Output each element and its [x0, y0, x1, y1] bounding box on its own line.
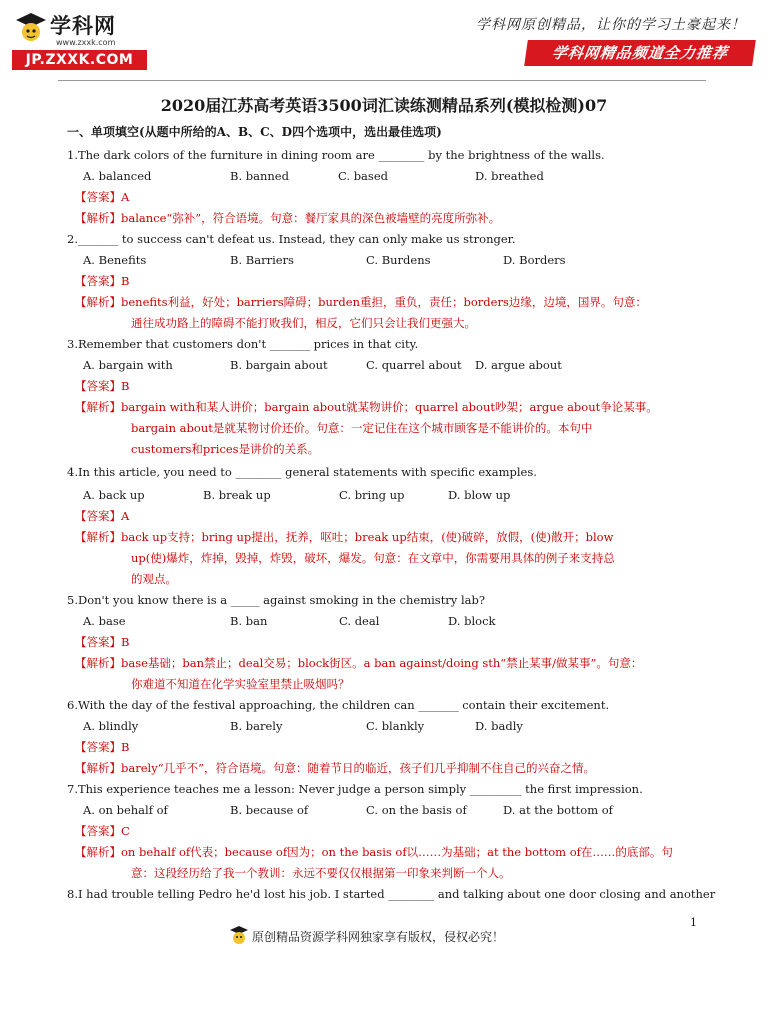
option-b: B. ban: [230, 614, 268, 628]
option-d: D. breathed: [475, 169, 544, 183]
answer-line: 【答案】B: [75, 274, 130, 288]
option-a: A. Benefits: [83, 253, 147, 267]
option-c: C. quarrel about: [366, 358, 462, 372]
explanation: [75, 653, 707, 695]
option-b: B. barely: [230, 719, 283, 733]
explanation-text: 你难道不知道在化学实验室里禁止吸烟吗？: [131, 677, 350, 691]
zxxk-logo[interactable]: [12, 8, 147, 70]
page-number: 1: [690, 916, 697, 929]
question-options: [83, 800, 707, 821]
explanation-text: bargain about是就某物讨价还价。句意：一定记住在这个城市顾客是不能讲价的。本句中: [131, 421, 593, 435]
explanation-text: customers和prices是讲价的关系。: [131, 442, 320, 456]
page-header: [0, 0, 768, 78]
explanation-text: 的观点。: [131, 572, 177, 586]
option-a: A. blindly: [83, 719, 139, 733]
option-c: C. blankly: [366, 719, 425, 733]
option-a: A. back up: [83, 488, 145, 502]
question-stem: 3.Remember that customers don't _______ prices in that city.: [67, 337, 419, 351]
explanation: [75, 292, 707, 334]
exercise-content: [67, 122, 716, 905]
answer-line: 【答案】A: [75, 509, 130, 523]
logo-text: 学科网: [50, 14, 116, 38]
option-d: D. Borders: [503, 253, 566, 267]
logo-url: www.zxxk.com: [56, 38, 116, 47]
explanation: [75, 842, 707, 884]
option-a: A. base: [83, 614, 126, 628]
answer-line: 【答案】B: [75, 379, 130, 393]
option-b: B. banned: [230, 169, 289, 183]
explanation: [75, 208, 707, 229]
option-a: A. bargain with: [83, 358, 173, 372]
header-divider: [58, 80, 706, 81]
question-options: [83, 166, 707, 187]
option-c: C. based: [338, 169, 388, 183]
question-options: [83, 716, 707, 737]
option-b: B. break up: [203, 488, 271, 502]
explanation-text: 【解析】on behalf of代表；because of因为；on the basis of以……为基础；at the bottom of在……的底部。句: [75, 845, 673, 859]
option-d: D. block: [448, 614, 496, 628]
explanation-text: 【解析】back up支持；bring up提出，抚养，呕吐；break up结束，(使)破碎，放假，(使)散开；blow: [75, 530, 614, 544]
mascot-icon: [228, 924, 250, 946]
option-c: C. bring up: [339, 488, 405, 502]
explanation-text: 【解析】benefits利益，好处；barriers障碍；burden重担，重负，责任；borders边缘，边境，国界。句意：: [75, 295, 647, 309]
answer-line: 【答案】B: [75, 740, 130, 754]
option-c: C. deal: [339, 614, 380, 628]
question-options: [83, 250, 707, 271]
answer-line: 【答案】A: [75, 190, 130, 204]
copyright-notice: 原创精品资源学科网独家享有版权，侵权必究！: [252, 930, 505, 944]
option-d: D. badly: [475, 719, 523, 733]
option-b: B. Barriers: [230, 253, 294, 267]
answer-line: 【答案】C: [75, 824, 130, 838]
option-b: B. bargain about: [230, 358, 328, 372]
explanation: [75, 397, 707, 460]
question-stem: 1.The dark colors of the furniture in dining room are ________ by the brightness of the walls.: [67, 148, 605, 162]
header-slogan: 学科网原创精品，让你的学习土豪起来！: [476, 17, 746, 33]
option-d: D. at the bottom of: [503, 803, 613, 817]
question-stem: 7.This experience teaches me a lesson: Never judge a person simply _________ the first impression.: [67, 782, 643, 796]
page-title: 2020届江苏高考英语3500词汇读练测精品系列(模拟检测)07: [160, 96, 608, 115]
page-footer: [0, 924, 768, 952]
explanation-text: 通往成功路上的障碍不能打败我们，相反，它们只会让我们更强大。: [131, 316, 476, 330]
question-stem: 5.Don't you know there is a _____ against smoking in the chemistry lab?: [67, 593, 486, 607]
logo-domain: JP.ZXXK.COM: [12, 50, 147, 70]
option-b: B. because of: [230, 803, 309, 817]
explanation: [75, 758, 707, 779]
question-options: [83, 485, 707, 506]
question-options: [83, 355, 707, 376]
option-d: D. argue about: [475, 358, 562, 372]
explanation-text: 【解析】base基础；ban禁止；deal交易；block街区。a ban against/doing sth“禁止某事/做某事”。句意：: [75, 656, 643, 670]
header-banner: 学科网精品频道全力推荐: [524, 40, 756, 66]
question-stem: 2._______ to success can't defeat us. Instead, they can only make us stronger.: [67, 232, 516, 246]
explanation-text: 【解析】balance“弥补”，符合语境。句意：餐厅家具的深色被墙壁的亮度所弥补。: [75, 211, 501, 225]
option-c: C. on the basis of: [366, 803, 467, 817]
explanation-text: up(使)爆炸，炸掉，毁掉，炸毁，破坏，爆发。句意：在文章中，你需要用具体的例子来支持总: [131, 551, 615, 565]
explanation-text: 意：这段经历给了我一个教训：永远不要仅仅根据第一印象来判断一个人。: [131, 866, 511, 880]
option-d: D. blow up: [448, 488, 511, 502]
section-heading: 一、单项填空(从题中所给的A、B、C、D四个选项中，选出最佳选项): [67, 125, 442, 139]
option-a: A. balanced: [83, 169, 152, 183]
question-stem: 4.In this article, you need to ________ general statements with specific examples.: [67, 465, 537, 479]
answer-line: 【答案】B: [75, 635, 130, 649]
explanation: [75, 527, 707, 590]
question-stem: 8.I had trouble telling Pedro he'd lost his job. I started ________ and talking about one door closing and another: [67, 887, 716, 901]
option-c: C. Burdens: [366, 253, 431, 267]
question-stem: 6.With the day of the festival approaching, the children can _______ contain their excitement.: [67, 698, 610, 712]
option-a: A. on behalf of: [83, 803, 168, 817]
mascot-icon: [12, 10, 50, 44]
explanation-text: 【解析】bargain with和某人讲价；bargain about就某物讲价；quarrel about吵架；argue about争论某事。: [75, 400, 658, 414]
question-options: [83, 611, 707, 632]
explanation-text: 【解析】barely“几乎不”，符合语境。句意：随着节日的临近，孩子们几乎抑制不住自己的兴奋之情。: [75, 761, 595, 775]
